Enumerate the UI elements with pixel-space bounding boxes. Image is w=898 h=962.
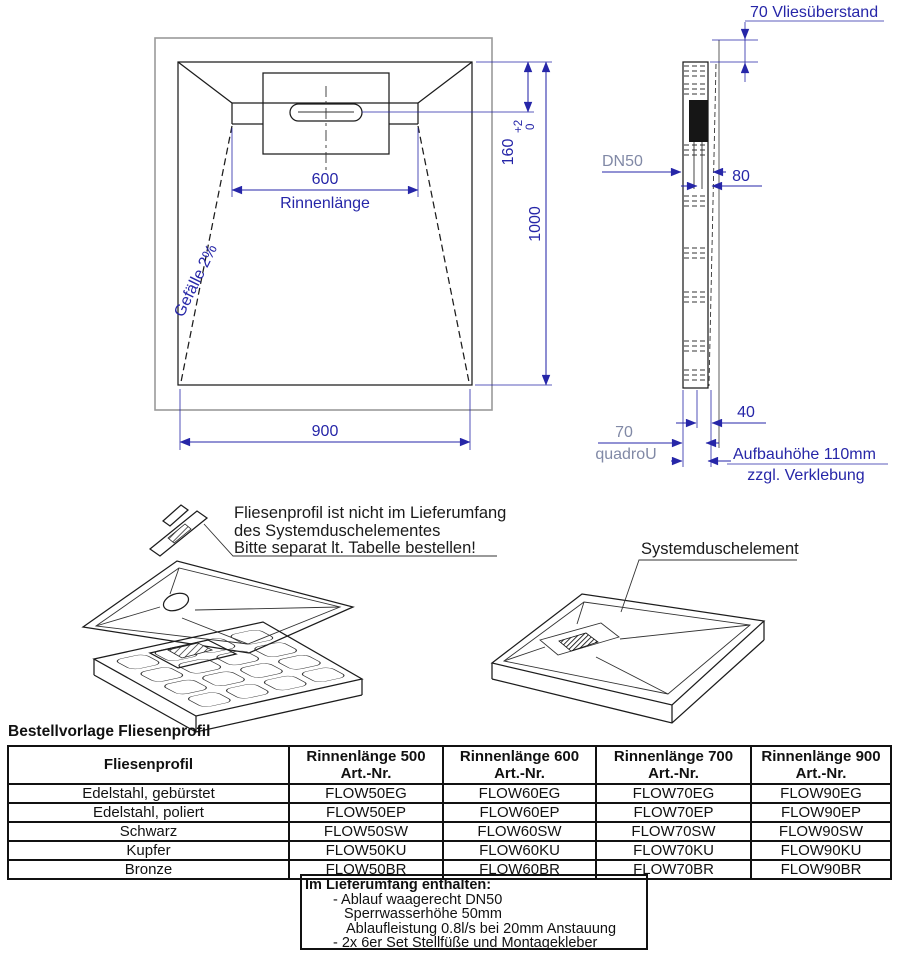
aufbauhoehe-label: Aufbauhöhe 110mm [733,446,876,463]
delivery-item: Sperrwasserhöhe 50mm [344,906,502,923]
table-row: Schwarz FLOW50SW FLOW60SW FLOW70SW FLOW90SW [8,822,891,841]
dim-40-label: 40 [737,404,755,421]
header-fliesenprofil: Fliesenprofil [8,746,289,784]
rinnenlaenge-label: Rinnenlänge [280,195,370,212]
dn50-label: DN50 [602,153,643,170]
table-row: Edelstahl, gebürstet FLOW50EG FLOW60EG FLOW70EG FLOW90EG [8,784,891,803]
fleece-outline [155,38,492,410]
plan-view [155,38,552,450]
dim-80-label: 80 [732,168,750,185]
profile-note-line2: des Systemduschelementes [234,522,441,540]
tolerance-plus-label: +2 [513,119,525,133]
order-table-title: Bestellvorlage Fliesenprofil [8,723,211,740]
delivery-item: - Ablauf waagerecht DN50 [333,891,503,908]
dim-600-label: 600 [311,171,339,188]
order-table [7,745,892,880]
tile-profile-part [150,505,207,556]
verklebung-label: zzgl. Verklebung [747,467,865,484]
drain-hole [161,590,191,614]
tray-layer [83,561,353,653]
profile-note-line1: Fliesenprofil ist nicht im Lieferumfang [234,504,507,522]
tolerance-zero-label: 0 [525,123,537,130]
dim-900-label: 900 [311,423,339,440]
table-row: Kupfer FLOW50KU FLOW60KU FLOW70KU FLOW90KU [8,841,891,860]
table-row: Edelstahl, poliert FLOW50EP FLOW60EP FLOW70EP FLOW90EP [8,803,891,822]
iso-view [492,540,799,723]
delivery-scope-box [300,874,648,950]
drain-body-section [689,100,708,142]
table-header-row [8,746,891,784]
exploded-view [83,504,506,732]
profile-note-line3: Bitte separat lt. Tabelle bestellen! [234,539,476,557]
delivery-item: Ablaufleistung 0.8l/s bei 20mm Anstauung [346,920,617,937]
iso-drain-grate [559,633,598,651]
side-view [595,4,888,484]
quadrou-label: quadroU [595,446,657,463]
dim-160-label: 160 [500,138,517,166]
systemduschelement-label: Systemduschelement [641,540,799,558]
delivery-box-title: Im Lieferumfang enthalten: [305,877,492,893]
delivery-item: - 2x 6er Set Stellfüße und Montagekleber [333,935,598,952]
vliesueberstand-label: 70 Vliesüberstand [750,4,879,21]
header-rinnenlaenge-600: Rinnenlänge 600 Art.-Nr. [443,746,596,784]
base-slab [94,622,362,732]
table-row: Bronze FLOW50BR FLOW60BR FLOW70BR FLOW90BR [8,860,891,879]
gefaelle-label: Gefälle 2% [171,241,221,320]
dim-1000-label: 1000 [527,206,544,242]
header-rinnenlaenge-900: Rinnenlänge 900 Art.-Nr. [751,746,891,784]
dim-70-label: 70 [615,424,633,441]
header-rinnenlaenge-500: Rinnenlänge 500 Art.-Nr. [289,746,443,784]
header-rinnenlaenge-700: Rinnenlänge 700 Art.-Nr. [596,746,751,784]
